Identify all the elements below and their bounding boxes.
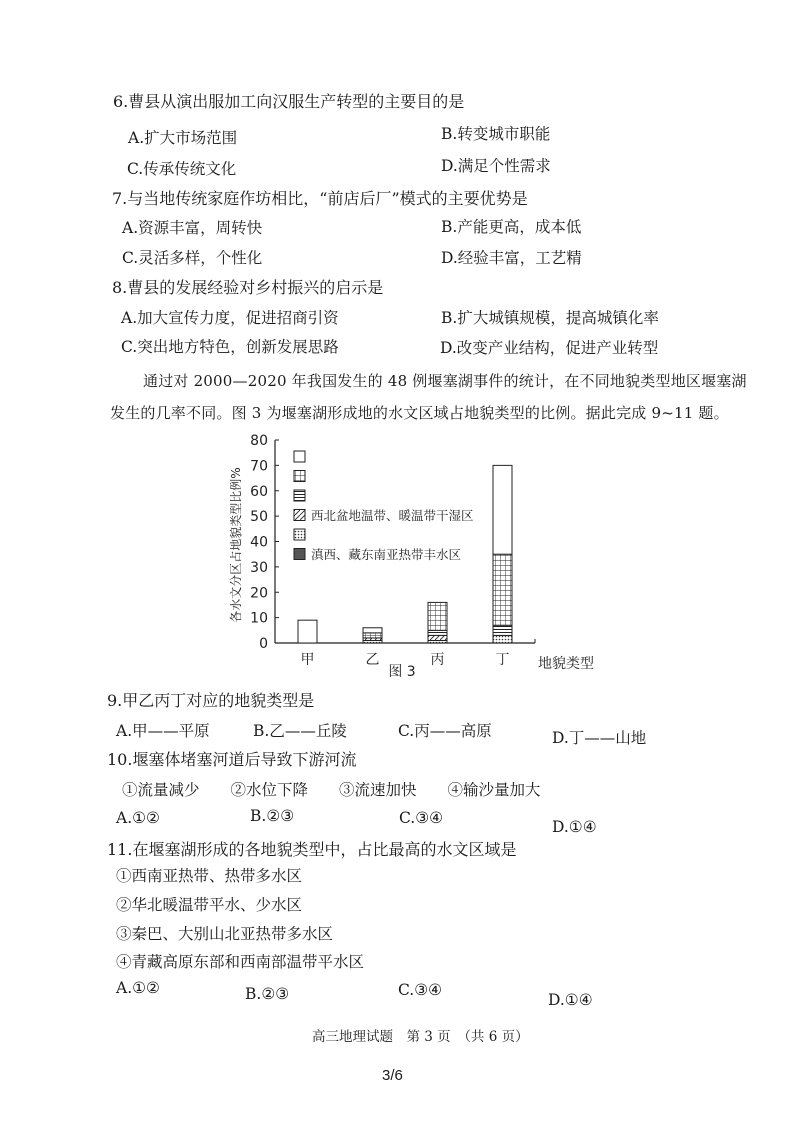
x-axis-label: 地貌类型 bbox=[538, 656, 594, 672]
y-tick-label-50: 50 bbox=[250, 509, 268, 526]
legend-swatch-4 bbox=[294, 529, 305, 540]
y-tick-label-10: 10 bbox=[250, 610, 268, 627]
legend-label-3: 西北盆地温带、暖温带干湿区 bbox=[311, 508, 474, 523]
q11-stem: 11.在堰塞湖形成的各地貌类型中，占比最高的水文区域是 bbox=[107, 840, 517, 859]
q10-stem: 10.堰塞体堵塞河道后导致下游河流 bbox=[107, 750, 357, 769]
q8-option-c: C.突出地方特色，创新发展思路 bbox=[121, 338, 339, 356]
q10-option-c: C.③④ bbox=[399, 809, 444, 827]
bar-丁-segment-3 bbox=[493, 625, 512, 635]
q6-option-d: D.满足个性需求 bbox=[441, 157, 551, 175]
y-tick-label-60: 60 bbox=[250, 483, 268, 500]
q7-option-c: C.灵活多样，个性化 bbox=[122, 249, 263, 267]
q8-stem: 8.曹县的发展经验对乡村振兴的启示是 bbox=[112, 278, 384, 297]
q9-option-b: B.乙——丘陵 bbox=[253, 722, 347, 740]
passage-line-1: 通过对 2000—2020 年我国发生的 48 例堰塞湖事件的统计，在不同地貌类型地区堰塞湖 bbox=[143, 372, 747, 390]
bar-丁-segment-1 bbox=[493, 635, 512, 643]
q9-option-d: D.丁——山地 bbox=[552, 729, 647, 747]
figure-caption: 图 3 bbox=[388, 664, 416, 680]
legend-swatch-3 bbox=[294, 510, 305, 521]
page-footer: 高三地理试题 第 3 页 （共 6 页） bbox=[312, 1029, 529, 1045]
legend-swatch-0 bbox=[294, 451, 305, 462]
legend-swatch-2 bbox=[294, 490, 305, 501]
q11-option-b: B.②③ bbox=[245, 985, 290, 1003]
q10-option-d: D.①④ bbox=[552, 818, 597, 836]
q11-statement-3: ③秦巴、大别山北亚热带多水区 bbox=[116, 925, 334, 943]
q11-option-a: A.①② bbox=[116, 979, 160, 997]
y-tick-label-30: 30 bbox=[250, 559, 268, 576]
bar-甲-segment-5 bbox=[298, 620, 317, 643]
bar-丙-segment-2 bbox=[428, 635, 447, 640]
q6-option-c: C.传承传统文化 bbox=[127, 160, 237, 178]
bar-乙-segment-5 bbox=[363, 628, 382, 633]
q8-option-a: A.加大宣传力度，促进招商引资 bbox=[121, 309, 339, 327]
x-tick-label-甲: 甲 bbox=[300, 652, 315, 668]
q7-stem: 7.与当地传统家庭作坊相比，“前店后厂”模式的主要优势是 bbox=[112, 189, 528, 208]
y-tick-label-20: 20 bbox=[250, 585, 268, 602]
q11-statement-1: ①西南亚热带、热带多水区 bbox=[116, 867, 303, 885]
bar-丙-segment-4 bbox=[428, 602, 447, 630]
q7-option-a: A.资源丰富，周转快 bbox=[122, 219, 263, 237]
q7-option-d: D.经验丰富，工艺精 bbox=[441, 249, 582, 267]
x-tick-label-乙: 乙 bbox=[365, 652, 380, 668]
x-tick-label-丙: 丙 bbox=[430, 652, 445, 668]
q6-stem: 6.曹县从演出服加工向汉服生产转型的主要目的是 bbox=[113, 92, 465, 111]
q7-option-b: B.产能更高，成本低 bbox=[441, 218, 582, 236]
q9-option-c: C.丙——高原 bbox=[398, 722, 492, 740]
x-tick-label-丁: 丁 bbox=[495, 652, 510, 668]
y-tick-label-40: 40 bbox=[250, 534, 268, 551]
q11-statement-2: ②华北暖温带平水、少水区 bbox=[116, 896, 303, 914]
q11-statement-4: ④青藏高原东部和西南部温带平水区 bbox=[116, 953, 365, 971]
bar-乙-segment-4 bbox=[363, 633, 382, 638]
q10-option-a: A.①② bbox=[116, 809, 160, 827]
q8-option-d: D.改变产业结构，促进产业转型 bbox=[440, 339, 659, 357]
q11-option-d: D.①④ bbox=[548, 991, 593, 1009]
passage-line-2: 发生的几率不同。图 3 为堰塞湖形成地的水文区域占地貌类型的比例。据此完成 9~11 题。 bbox=[110, 404, 729, 422]
q6-option-b: B.转变城市职能 bbox=[441, 125, 551, 143]
q10-option-b: B.②③ bbox=[250, 807, 295, 825]
q9-option-a: A.甲——平原 bbox=[116, 722, 210, 740]
bar-丙-segment-3 bbox=[428, 630, 447, 635]
legend-swatch-1 bbox=[294, 471, 305, 482]
q8-option-b: B.扩大城镇规模，提高城镇化率 bbox=[441, 309, 659, 327]
bar-丁-segment-5 bbox=[493, 465, 512, 554]
q9-stem: 9.甲乙丙丁对应的地貌类型是 bbox=[107, 691, 315, 710]
y-axis-label: 各水文分区占地貌类型比例% bbox=[229, 467, 243, 623]
y-tick-label-70: 70 bbox=[250, 458, 268, 475]
q6-option-a: A.扩大市场范围 bbox=[128, 129, 238, 147]
figure-3-chart bbox=[0, 425, 794, 705]
q10-statements: ①流量减少 ②水位下降 ③流速加快 ④输沙量加大 bbox=[122, 781, 541, 799]
page-number: 3/6 bbox=[382, 1067, 403, 1084]
legend-label-5: 滇西、藏东南亚热带丰水区 bbox=[311, 547, 462, 562]
y-tick-label-0: 0 bbox=[259, 636, 268, 652]
bar-丁-segment-4 bbox=[493, 554, 512, 625]
y-tick-label-80: 80 bbox=[250, 433, 268, 449]
legend-swatch-5 bbox=[294, 549, 305, 560]
q11-option-c: C.③④ bbox=[398, 981, 443, 999]
